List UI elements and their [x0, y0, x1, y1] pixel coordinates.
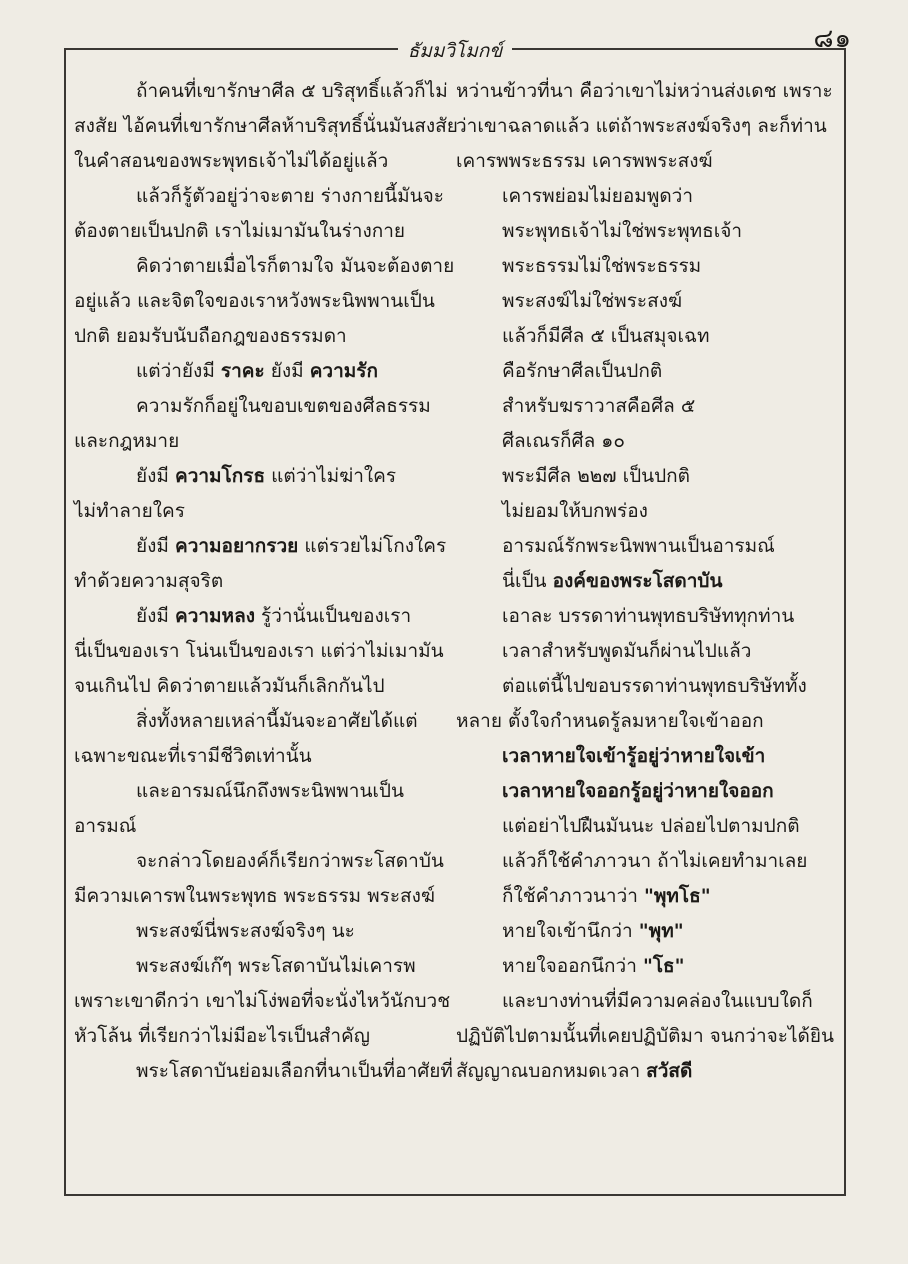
text-line: อารมณ์รักพระนิพพานเป็นอารมณ์: [502, 535, 775, 557]
text-line: เฉพาะขณะที่เรามีชีวิตเท่านั้น: [74, 745, 312, 767]
text-run: ยังมี: [136, 535, 175, 557]
text-line: ปกติ ยอมรับนับถือกฎของธรรมดา: [74, 325, 347, 347]
text-line: เวลาหายใจเข้ารู้อยู่ว่าหายใจเข้า: [502, 745, 766, 767]
text-line: สงสัย ไอ้คนที่เขารักษาศีลห้าบริสุทธิ์นั่นมันสงสัย: [74, 115, 458, 137]
text-line: พระสงฆ์เก๊ๆ พระโสดาบันไม่เคารพ: [136, 955, 416, 977]
text-line: เอาละ บรรดาท่านพุทธบริษัททุกท่าน: [502, 605, 795, 627]
text-line: พระมีศีล ๒๒๗ เป็นปกติ: [502, 465, 691, 487]
text-line: สิ่งทั้งหลายเหล่านี้มันจะอาศัยได้แต่: [136, 710, 418, 732]
text-line: ปฏิบัติไปตามนั้นที่เคยปฏิบัติมา จนกว่าจะได้ยิน: [456, 1025, 834, 1047]
text-line: ในคำสอนของพระพุทธเจ้าไม่ได้อยู่แล้ว: [74, 150, 389, 172]
text-run: รู้ว่านั่นเป็นของเรา: [255, 605, 412, 627]
text-line: อารมณ์: [74, 815, 137, 837]
text-run: ก็ใช้คำภาวนาว่า: [502, 885, 644, 907]
text-line: พระสงฆ์ไม่ใช่พระสงฆ์: [502, 290, 683, 312]
text-line: [74, 459, 444, 494]
bold-term: "พุท": [638, 920, 684, 942]
text-run: แต่ว่าไม่ฆ่าใคร: [265, 465, 397, 487]
text-line: และกฎหมาย: [74, 430, 180, 452]
text-line: ศีลเณรก็ศีล ๑๐: [502, 430, 625, 452]
bold-term: ราคะ: [220, 360, 265, 382]
text-run: หายใจเข้านึกว่า: [502, 920, 639, 942]
text-line: มีความเคารพในพระพุทธ พระธรรม พระสงฆ์: [74, 885, 435, 907]
text-line: และอารมณ์นึกถึงพระนิพพานเป็น: [136, 780, 404, 802]
bold-term: สวัสดี: [646, 1060, 693, 1082]
running-header: [66, 36, 844, 66]
text-line: จนเกินไป คิดว่าตายแล้วมันก็เลิกกันไป: [74, 675, 385, 697]
text-line: อยู่แล้ว และจิตใจของเราหวังพระนิพพานเป็น: [74, 290, 435, 312]
text-line: เวลาหายใจออกรู้อยู่ว่าหายใจออก: [502, 780, 774, 802]
text-line: พระโสดาบันย่อมเลือกที่นาเป็นที่อาศัยที่: [136, 1060, 453, 1082]
right-column: [456, 74, 836, 1089]
text-line: ถ้าคนที่เขารักษาศีล ๕ บริสุทธิ์แล้วก็ไม่: [136, 80, 448, 102]
text-line: คิดว่าตายเมื่อไรก็ตามใจ มันจะต้องตาย: [136, 255, 455, 277]
text-line: พระสงฆ์นี่พระสงฆ์จริงๆ นะ: [136, 920, 355, 942]
text-line: ต้องตายเป็นปกติ เราไม่เมามันในร่างกาย: [74, 220, 406, 242]
text-line: คือรักษาศีลเป็นปกติ: [502, 360, 663, 382]
text-line: ความรักก็อยู่ในขอบเขตของศีลธรรม: [136, 395, 431, 417]
text-line: แล้วก็ใช้คำภาวนา ถ้าไม่เคยทำมาเลย: [502, 850, 808, 872]
text-line: พระธรรมไม่ใช่พระธรรม: [502, 255, 702, 277]
bold-term: "โธ": [642, 955, 685, 977]
text-run: ยังมี: [136, 465, 175, 487]
text-line: จะกล่าวโดยองค์ก็เรียกว่าพระโสดาบัน: [136, 850, 444, 872]
text-line: [456, 564, 836, 599]
text-run: แต่ว่ายังมี: [136, 360, 221, 382]
text-line: [456, 914, 836, 949]
text-line: ว่าเขาฉลาดแล้ว แต่ถ้าพระสงฆ์จริงๆ ละก็ท่าน: [456, 115, 827, 137]
bold-term: ความอยากรวย: [174, 535, 299, 557]
left-column: [74, 74, 458, 1089]
text-line: สำหรับฆราวาสคือศีล ๕: [502, 395, 696, 417]
text-line: [456, 949, 836, 984]
text-line: [456, 879, 836, 914]
text-run: นี่เป็น: [502, 570, 553, 592]
bold-term: ความหลง: [174, 605, 256, 627]
text-run: หายใจออกนึกว่า: [502, 955, 643, 977]
text-line: ทำด้วยความสุจริต: [74, 570, 224, 592]
text-line: หว่านข้าวที่นา คือว่าเขาไม่หว่านส่งเดช เพราะ: [456, 80, 833, 102]
text-line: [74, 354, 444, 389]
text-line: เพราะเขาดีกว่า เขาไม่โง่พอที่จะนั่งไหว้นักบวช: [74, 990, 451, 1012]
text-line: หัวโล้น ที่เรียกว่าไม่มีอะไรเป็นสำคัญ: [74, 1025, 370, 1047]
text-line: และบางท่านที่มีความคล่องในแบบใดก็: [502, 990, 813, 1012]
text-line: [456, 1054, 836, 1089]
text-line: [74, 599, 444, 634]
running-header-text: ธัมมวิโมกข์: [398, 40, 513, 62]
text-line: เคารพย่อมไม่ยอมพูดว่า: [502, 185, 694, 207]
bold-term: "พุทโธ": [643, 885, 711, 907]
text-line: เคารพพระธรรม เคารพพระสงฆ์: [456, 150, 713, 172]
text-line: ไม่ยอมให้บกพร่อง: [502, 500, 648, 522]
bold-term: องค์ของพระโสดาบัน: [552, 570, 723, 592]
text-line: เวลาสำหรับพูดมันก็ผ่านไปแล้ว: [502, 640, 752, 662]
text-line: [74, 529, 447, 564]
text-run: สัญญาณบอกหมดเวลา: [456, 1060, 647, 1082]
text-line: แล้วก็มีศีล ๕ เป็นสมุจเฉท: [502, 325, 710, 347]
text-run: แต่รวยไม่โกงใคร: [298, 535, 447, 557]
text-line: แล้วก็รู้ตัวอยู่ว่าจะตาย ร่างกายนี้มันจะ: [136, 185, 444, 207]
text-line: พระพุทธเจ้าไม่ใช่พระพุทธเจ้า: [502, 220, 743, 242]
page-number: ๘๑: [813, 24, 852, 54]
text-line: ไม่ทำลายใคร: [74, 500, 185, 522]
bold-term: ความโกรธ: [174, 465, 266, 487]
bold-term: ความรัก: [309, 360, 378, 382]
text-run: ยังมี: [136, 605, 175, 627]
text-line: หลาย ตั้งใจกำหนดรู้ลมหายใจเข้าออก: [456, 710, 764, 732]
text-line: ต่อแต่นี้ไปขอบรรดาท่านพุทธบริษัททั้ง: [502, 675, 807, 697]
text-line: นี่เป็นของเรา โน่นเป็นของเรา แต่ว่าไม่เมามัน: [74, 640, 444, 662]
text-run: ยังมี: [264, 360, 310, 382]
text-line: แต่อย่าไปฝืนมันนะ ปล่อยไปตามปกติ: [502, 815, 800, 837]
text-frame: [64, 40, 846, 1196]
